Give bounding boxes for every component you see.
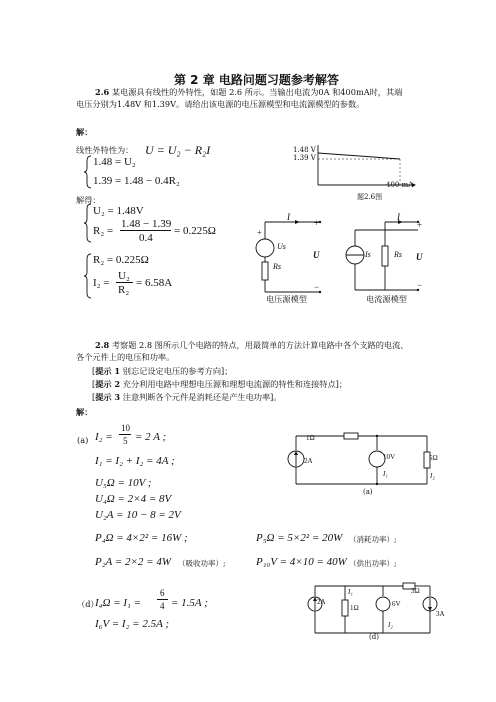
circuit-a-caption: (a)	[363, 488, 373, 496]
equation: R₂ = 0.225Ω	[93, 254, 149, 266]
current-source-model-caption: 电流源模型	[366, 294, 407, 304]
brace-2	[84, 203, 92, 243]
problem-number: 2.8	[95, 340, 110, 350]
linear-equation: U = U₂ − R₂I	[145, 143, 211, 157]
equation: U₂A = 10 − 8 = 2V	[95, 509, 181, 521]
power-note: （消耗功率）;	[349, 535, 397, 544]
source-label: Is	[365, 250, 371, 259]
solve-label: 解得：	[76, 195, 101, 205]
part-a-label: (a)	[77, 435, 89, 445]
source-label: Us	[277, 242, 286, 251]
current-label: I₂	[430, 472, 435, 480]
source-label: 2A	[317, 598, 326, 606]
voltage-label: U	[416, 252, 423, 262]
fraction-numerator: 10	[121, 423, 130, 433]
power-equation: P₄Ω = 4×2² = 16W ;	[95, 532, 188, 544]
brace-1	[84, 155, 92, 189]
plus-sign: +	[314, 218, 320, 228]
current-label: I	[397, 212, 400, 222]
page-title: 第 2 章 电路问题习题参考解答	[174, 73, 339, 87]
voltage-source-model-circuit	[245, 212, 335, 302]
brace-3	[84, 253, 92, 299]
hint-1: [提示 1 别忘记设定电压的参考方向]；	[92, 366, 233, 376]
power-equation: P₂A = 2×2 = 4W	[95, 556, 171, 568]
equation: I₂ =	[93, 277, 110, 289]
resistor-label: 1Ω	[350, 604, 359, 612]
resistor-label: Rs	[273, 262, 281, 271]
hint-label: 提示 1	[95, 366, 121, 376]
resistor-label: 3Ω	[411, 587, 420, 595]
linear-label: 线性外特性为：	[76, 145, 134, 155]
circuit-d	[305, 578, 445, 640]
solution-label: 解：	[76, 127, 93, 137]
graph-y-label: 1.48 V	[293, 146, 316, 154]
equation: U₂ = 1.48V	[93, 205, 144, 217]
source-label: 6V	[392, 600, 401, 608]
hint-3: [提示 3 注意判断各个元件是消耗还是产生电功率]。	[92, 392, 282, 402]
graph-y-label: 1.39 V	[293, 154, 316, 162]
power-equation: P₁₀V = 4×10 = 40W	[256, 556, 347, 568]
hint-text: 充分利用电路中理想电压源和理想电流源的特性和连接特点]；	[122, 379, 348, 389]
fraction-bar	[116, 282, 133, 283]
equation: U₄Ω = 2×4 = 8V	[95, 493, 172, 505]
problem-2-6-line1	[95, 87, 402, 98]
part-d-label: （d）	[77, 599, 99, 609]
hint-text: 注意判断各个元件是消耗还是产生电功率]。	[122, 392, 282, 402]
power-equation: P₅Ω = 5×2² = 20W	[256, 532, 343, 544]
hint-label: 提示 2	[95, 379, 121, 389]
equation: 1.48 = U₂	[93, 156, 136, 168]
problem-2-6-line2: 电压分别为1.48V 和1.39V。请给出该电源的电压源模型和电流源模型的参数。	[76, 99, 365, 109]
source-label: 10V	[383, 453, 396, 461]
fraction-bar	[157, 599, 168, 600]
graph-caption: 题2.6图	[357, 193, 383, 201]
graph-x-label: 400 mA	[386, 181, 414, 189]
equation: I₆V = I₂ = 2.5A ;	[95, 618, 170, 630]
equation: I₁ = I₂ + I₂ = 4A ;	[95, 455, 175, 467]
problem-2-8-line1	[95, 340, 408, 351]
problem-text: 某电源具有线性的外特性，如题 2.6 所示。当输出电流为0A 和400mA时，其端	[111, 87, 403, 97]
current-label: I	[287, 212, 290, 222]
circuit-d-caption: (d)	[369, 633, 379, 641]
fraction-bar	[119, 434, 131, 435]
resistor-label: 5Ω	[429, 454, 438, 462]
hint-2: [提示 2 充分利用电路中理想电压源和理想电流源的特性和连接特点]；	[92, 379, 348, 389]
solution-label: 解：	[76, 407, 93, 417]
hint-text: 别忘记设定电压的参考方向]；	[122, 366, 233, 376]
current-label: I₁	[348, 588, 353, 596]
fraction-bar	[120, 230, 171, 231]
plus-sign: +	[257, 228, 262, 237]
fraction-denominator: R₂	[118, 284, 130, 296]
fraction-denominator: 4	[160, 601, 165, 611]
equation: I₂ =	[95, 431, 113, 443]
equation: = 1.5A ;	[171, 597, 208, 609]
plus-sign: +	[417, 220, 423, 230]
voltage-source-model-caption: 电压源模型	[266, 294, 307, 304]
power-note: （吸收功率）;	[178, 559, 226, 568]
current-label: I₁	[383, 470, 388, 478]
equation: I₄Ω = I₁ =	[95, 597, 142, 609]
fraction-numerator: 1.48 − 1.39	[121, 218, 172, 230]
voltage-label: U	[313, 250, 320, 260]
current-label: I₂	[388, 621, 393, 629]
problem-text: 考察题 2.8 图所示几个电路的特点，用最简单的方法计算电路中各个支路的电流、	[111, 340, 409, 350]
fraction-numerator: 6	[160, 588, 165, 598]
source-label: 2A	[304, 457, 313, 465]
fraction-denominator: 0.4	[139, 232, 153, 244]
fraction-numerator: U₂	[118, 270, 130, 282]
equation: R₂ =	[93, 225, 114, 237]
resistor-label: 1Ω	[306, 434, 315, 442]
equation: 1.39 = 1.48 − 0.4R₂	[93, 175, 180, 187]
equation: = 2 A ;	[135, 431, 167, 443]
resistor-label: Rs	[394, 250, 402, 259]
hint-label: 提示 3	[95, 392, 121, 402]
problem-number: 2.6	[95, 87, 110, 97]
equation: = 0.225Ω	[174, 225, 216, 237]
equation: U₅Ω = 10V ;	[95, 477, 152, 489]
equation: = 6.58A	[136, 277, 173, 289]
source-label: 3A	[436, 610, 445, 618]
minus-sign: −	[417, 280, 423, 290]
problem-2-8-line2: 各个元件上的电压和功率。	[76, 352, 175, 362]
fraction-denominator: 5	[123, 436, 128, 446]
power-note: （供出功率）;	[349, 559, 397, 568]
minus-sign: −	[314, 282, 320, 292]
